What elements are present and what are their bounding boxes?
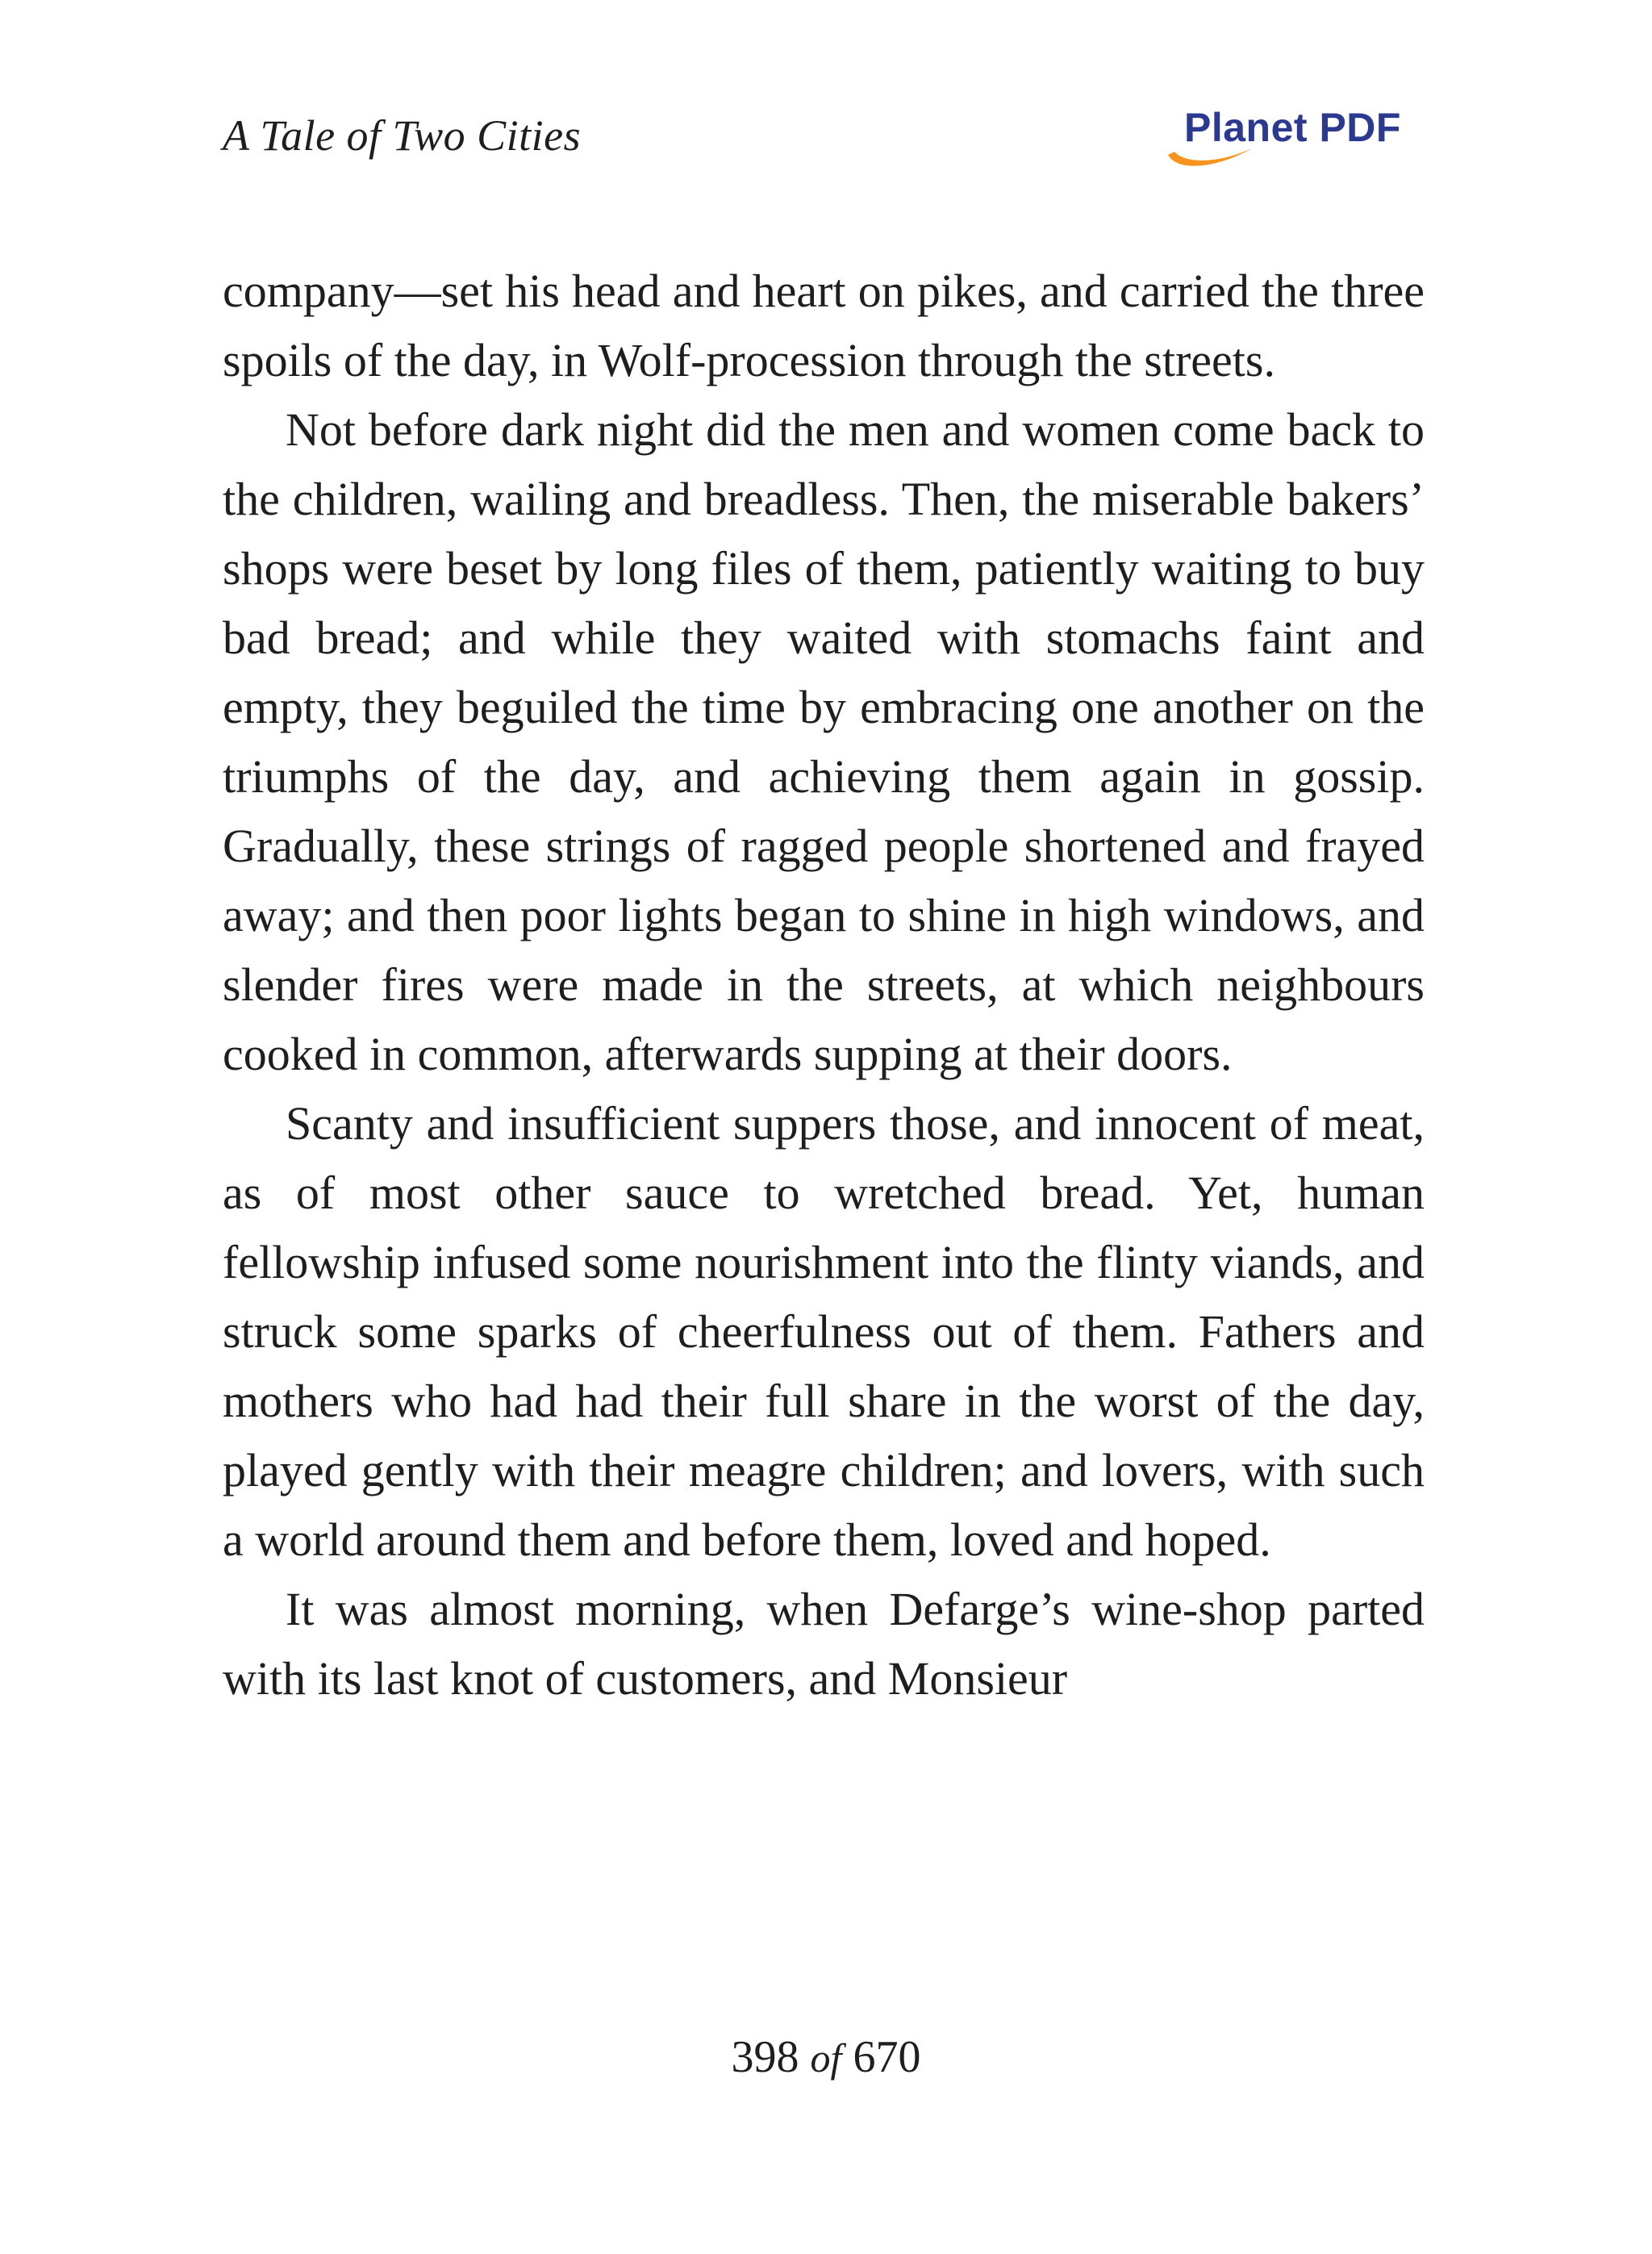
paragraph: Not before dark night did the men and women come back to the children, wailing and breadless. Then, the miserable bakers’ shops were beset by long files of them, patiently waiting to buy bad bread; and while they waited with stomachs faint and empty, they beguiled the time by embracing one another on the triumphs of the day, and achieving them again in gossip. Gradually, these strings of ragged people shortened and frayed away; and then poor lights began to shine in high windows, and slender fires were made in the streets, at which neighbours cooked in common, afterwards supping at their doors.	[223, 403, 1425, 1080]
running-title: A Tale of Two Cities	[223, 111, 582, 160]
paragraph-continued: company—set his head and heart on pikes, and carried the three spoils of the day, in Wolf-procession through the streets.	[223, 265, 1425, 386]
page-number	[0, 2025, 1652, 2090]
total-page-count: 670	[853, 2032, 921, 2082]
body-text	[223, 257, 1425, 1713]
page-of-word: of	[810, 2035, 842, 2081]
planet-pdf-logo	[1162, 95, 1428, 173]
paragraph: It was almost morning, when Defarge’s wine-shop parted with its last knot of customers, and Monsieur	[223, 1583, 1425, 1705]
logo-text: Planet PDF	[1184, 105, 1401, 150]
paragraph: Scanty and insufficient suppers those, and innocent of meat, as of most other sauce to wretched bread. Yet, human fellowship infused some nourishment into the flinty viands, and struck some sparks of cheerfulness out of them. Fathers and mothers who had had their full share in the worst of the day, played gently with their meagre children; and lovers, with such a world around them and before them, loved and hoped.	[223, 1097, 1425, 1566]
current-page-number: 398	[731, 2032, 799, 2082]
